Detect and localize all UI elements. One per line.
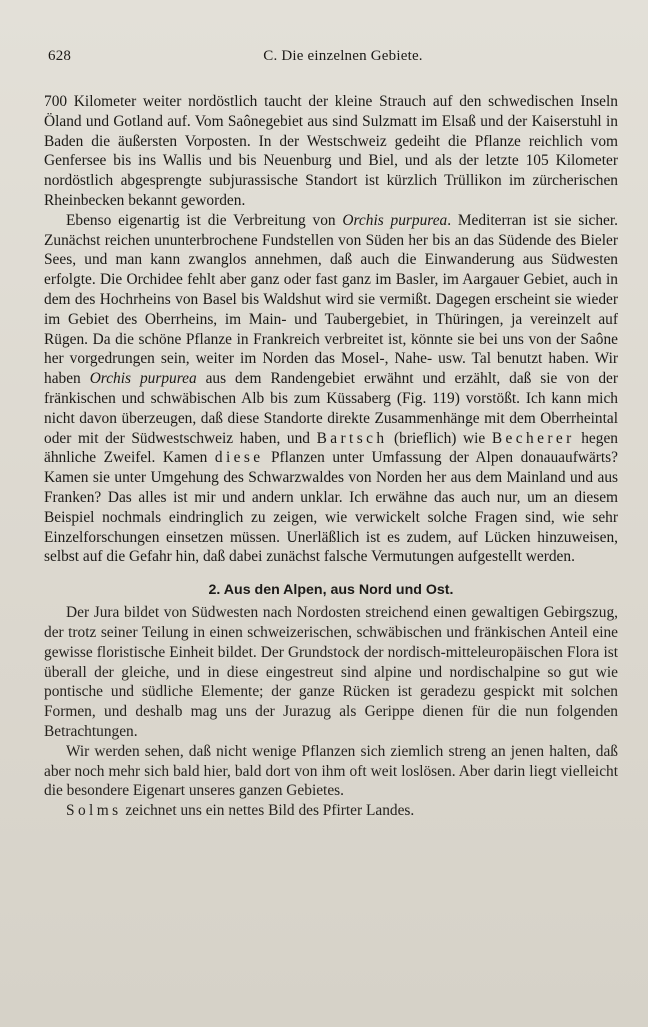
running-head [44,48,618,72]
section-title: C. Die einzelnen Gebiete. [263,48,423,64]
species-name: Orchis purpurea [89,370,197,388]
section-subheading: 2. Aus den Alpen, aus Nord und Ost. [208,582,454,599]
paragraph-2-text-i: hegen ähnliche Zweifel. Kamen [44,429,618,467]
body-text [44,92,618,821]
paragraph-1: 700 Kilometer weiter nordöstlich taucht der kleine Strauch auf den schwedischen Inseln Öland und Gotland auf. Vom Saônegebiet aus sind Sulzmatt im Elsaß und der Kaiserstuhl in Baden die äußersten Vorposten. In der Westschweiz gedeiht die Pflanze reichlich vom Genfersee bis ins Wallis und bis Neuenburg und Biel, und als der letzte 105 Kilometer nordöstlich abgesprengte subjurassische Standort ist kürzlich Trüllikon im zürcherischen Rheinbecken bekannt geworden. [44,93,618,209]
author-name: Bartsch [316,429,388,447]
paragraph-2-text-c: . Mediterran ist sie sicher. Zunächst reichen ununterbrochene Fundstellen von Süden her bis an das Südende des Bieler Sees, und man kann zwanglos annehmen, daß auch die Einwanderung aus Südwesten erfolgte. Die Orchidee fehlt aber ganz oder fast ganz im Basler, im Aargauer Gebiet, auch in dem des Hochrheins von Basel bis Waldshut wird sie vermißt. Dagegen erscheint sie wieder im Gebiet des Oberrheins, im Main- und Taubergebiet, in Thüringen, ja vereinzelt auf Rügen. Da die schöne Pflanze in Frankreich verbreitet ist, könnte sie bei uns von der Saône her vorgedrungen sein, weiter im Norden das Mosel-, Nahe- usw. Tal benutzt haben. Wir haben [44,211,619,388]
author-name: Becherer [491,429,575,447]
paragraph-5 [44,801,618,821]
paragraph-5-text-b: zeichnet uns ein nettes Bild des Pfirter Landes. [121,802,415,820]
species-name: Orchis purpurea [342,211,448,229]
author-name: Solms [66,802,122,820]
paragraph-2-text-g: (brieflich) wie [387,429,492,447]
paragraph-2-text-k: Pflanzen unter Umfassung der Alpen donauaufwärts? Kamen sie unter Umgehung des Schwarzwaldes von Norden her aus dem Mainland und aus Franken? Das alles ist mir und andern unklar. Ich erwähne das auch nur, um an diesem Beispiel nochmals eindringlich zu zeigen, wie verwickelt solche Fragen sind, wie sehr Einzelforschungen einsetzen müssen. Unerläßlich ist es zudem, auf Lücken hinzuweisen, selbst auf die Gefahr hin, daß dabei zunächst falsche Vermutungen aufgestellt werden. [44,449,618,566]
paragraph-2-text-e: aus dem Randengebiet erwähnt und erzählt, daß sie von der fränkischen und schwäbischen Alb bis zum Küssaberg (Fig. 119) vorstößt. Ich kann mich nicht davon überzeugen, daß diese Standorte direkte Zusammenhänge mit dem Oberrheintal oder mit der Südwestschweiz haben, und [44,370,618,447]
page-number: 628 [48,48,72,64]
paragraph-2 [44,211,618,567]
emphasized-word: diese [214,449,264,467]
paragraph-3: Der Jura bildet von Südwesten nach Nordosten streichend einen gewaltigen Gebirgszug, der trotz seiner Teilung in einen schweizerischen, schwäbischen und fränkischen Anteil eine gewisse floristische Einheit bildet. Der Grundstock der nordisch-mitteleuropäischen Flora ist überall der gleiche, und in diese eingestreut sind alpine und nordischalpine so gut wie pontische und südliche Elemente; der ganze Rücken ist geradezu gespickt mit solchen Formen, und deshalb mag uns der Jurazug als Gerippe dienen für die nun folgenden Betrachtungen. [44,604,618,740]
paragraph-4: Wir werden sehen, daß nicht wenige Pflanzen sich ziemlich streng an jenen halten, daß aber noch mehr sich bald hier, bald dort von ihm oft weit loslösen. Aber darin liegt vielleicht die besondere Eigenart unseres ganzen Gebietes. [44,742,618,800]
paragraph-2-text-a: Ebenso eigenartig ist die Verbreitung von [66,211,343,229]
